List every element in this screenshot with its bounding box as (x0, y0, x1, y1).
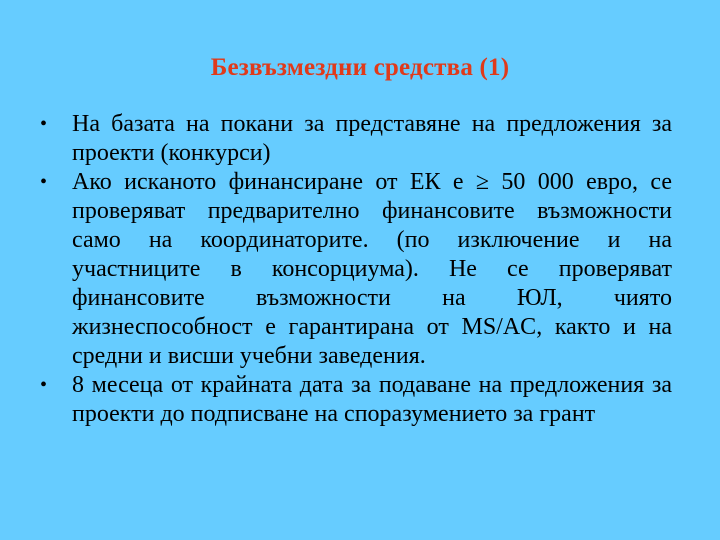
bullet-text: 8 месеца от крайната дата за подаване на предложения за проекти до подписване на споразумението за грант (72, 372, 672, 427)
bullet-icon: • (40, 113, 48, 135)
bullet-list (40, 110, 672, 429)
bullet-icon: • (40, 171, 48, 193)
bullet-text: Ако исканото финансиране от ЕК е ≥ 50 000 евро, се проверяват предварително финансовите възможности само на координаторите. (по изключение и на участниците в консорциума). Не се проверяват финансовите възможности на ЮЛ, чиято жизнеспособност е гарантирана от MS/AC, както и на средни и висши учебни заведения. (72, 169, 672, 369)
bullet-text: На базата на покани за представяне на предложения за проекти (конкурси) (72, 111, 672, 166)
bullet-item (40, 168, 672, 371)
bullet-icon: • (40, 374, 48, 396)
slide-title: Безвъзмездни средства (1) (210, 54, 510, 81)
bullet-item (40, 110, 672, 168)
bullet-item (40, 371, 672, 429)
